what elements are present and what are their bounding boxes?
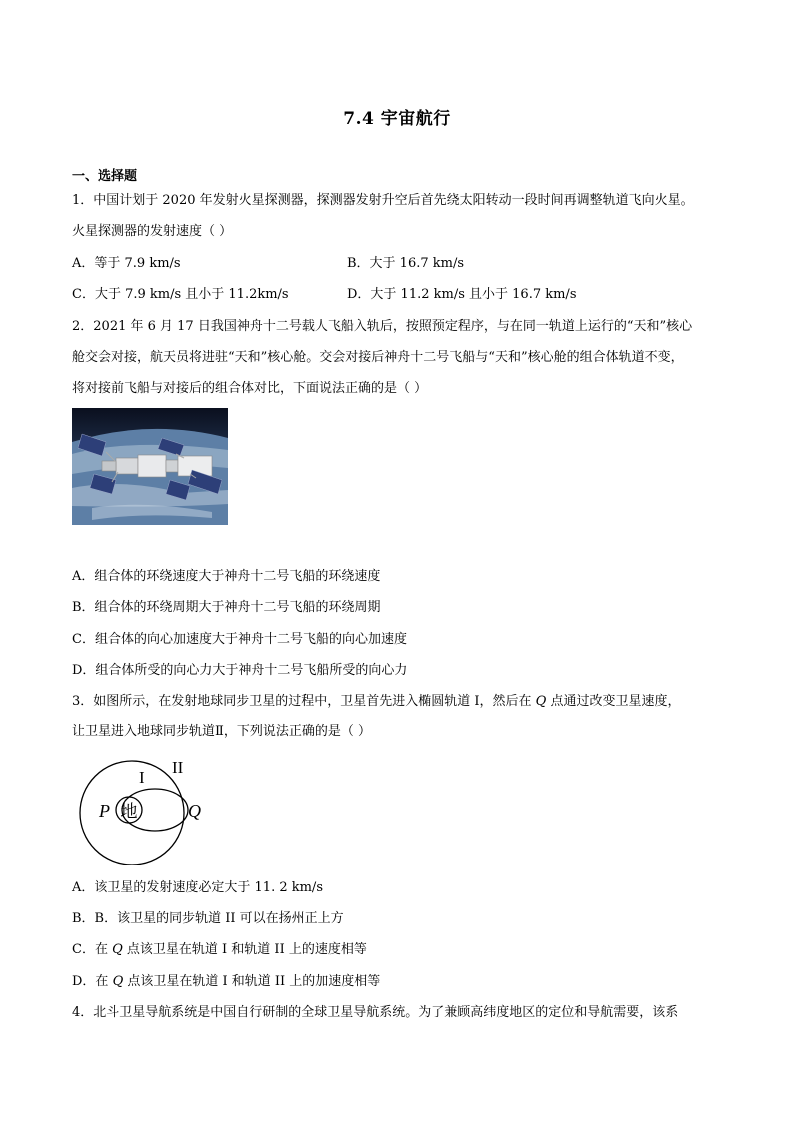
q1-option-c: C．大于 7.9 km/s 且小于 11.2km/s bbox=[72, 287, 289, 302]
q1-stem-line1: 1．中国计划于 2020 年发射火星探测器，探测器发射升空后首先绕太阳转动一段时间再调整轨道飞向火星。 bbox=[72, 193, 694, 208]
q3-option-b: B．B．该卫星的同步轨道 II 可以在扬州正上方 bbox=[72, 911, 344, 926]
orbit-diagram bbox=[72, 755, 222, 865]
q2-option-d: D．组合体所受的向心力大于神舟十二号飞船所受的向心力 bbox=[72, 663, 408, 678]
space-station-photo bbox=[72, 408, 228, 525]
earth-label: 地 bbox=[120, 802, 138, 822]
section-heading: 一、选择题 bbox=[72, 169, 138, 184]
q2-option-c: C．组合体的向心加速度大于神舟十二号飞船的向心加速度 bbox=[72, 632, 407, 647]
q3-option-a: A．该卫星的发射速度必定大于 11. 2 km/s bbox=[72, 880, 323, 895]
point-q-label: Q bbox=[535, 694, 547, 709]
q2-stem-line3: 将对接前飞船与对接后的组合体对比，下面说法正确的是（ ） bbox=[72, 381, 428, 396]
q1-stem-line2: 火星探测器的发射速度（ ） bbox=[72, 224, 233, 239]
q1-option-a: A．等于 7.9 km/s bbox=[72, 256, 181, 271]
q3-stem-line1: 3．如图所示，在发射地球同步卫星的过程中，卫星首先进入椭圆轨道 I，然后在 Q 点通过改变卫星速度， bbox=[72, 694, 681, 709]
page-title: 7.4 宇宙航行 bbox=[343, 109, 451, 129]
q3-option-c: C．在 Q 点该卫星在轨道 I 和轨道 II 上的速度相等 bbox=[72, 942, 367, 957]
point-p-label: P bbox=[99, 801, 110, 821]
q1-option-b: B．大于 16.7 km/s bbox=[347, 256, 465, 271]
q2-stem-line1: 2．2021 年 6 月 17 日我国神舟十二号载人飞船入轨后，按照预定程序，与在同一轨道上运行的“天和”核心 bbox=[72, 319, 693, 334]
q3-stem-line2: 让卫星进入地球同步轨道Ⅱ，下列说法正确的是（ ） bbox=[72, 724, 371, 739]
orbit-ii-label: II bbox=[172, 758, 184, 777]
orbit-i-label: I bbox=[139, 768, 145, 787]
q3-option-d: D．在 Q 点该卫星在轨道 I 和轨道 II 上的加速度相等 bbox=[72, 974, 381, 989]
q2-option-b: B．组合体的环绕周期大于神舟十二号飞船的环绕周期 bbox=[72, 600, 381, 615]
q1-option-d: D．大于 11.2 km/s 且小于 16.7 km/s bbox=[347, 287, 577, 302]
point-q-diagram-label: Q bbox=[188, 801, 201, 821]
q2-stem-line2: 舱交会对接，航天员将进驻“天和”核心舱。交会对接后神舟十二号飞船与“天和”核心舱的组合体轨道不变， bbox=[72, 350, 684, 365]
q4-stem-line1: 4．北斗卫星导航系统是中国自行研制的全球卫星导航系统。为了兼顾高纬度地区的定位和导航需要，该系 bbox=[72, 1005, 679, 1020]
q2-option-a: A．组合体的环绕速度大于神舟十二号飞船的环绕速度 bbox=[72, 569, 381, 584]
